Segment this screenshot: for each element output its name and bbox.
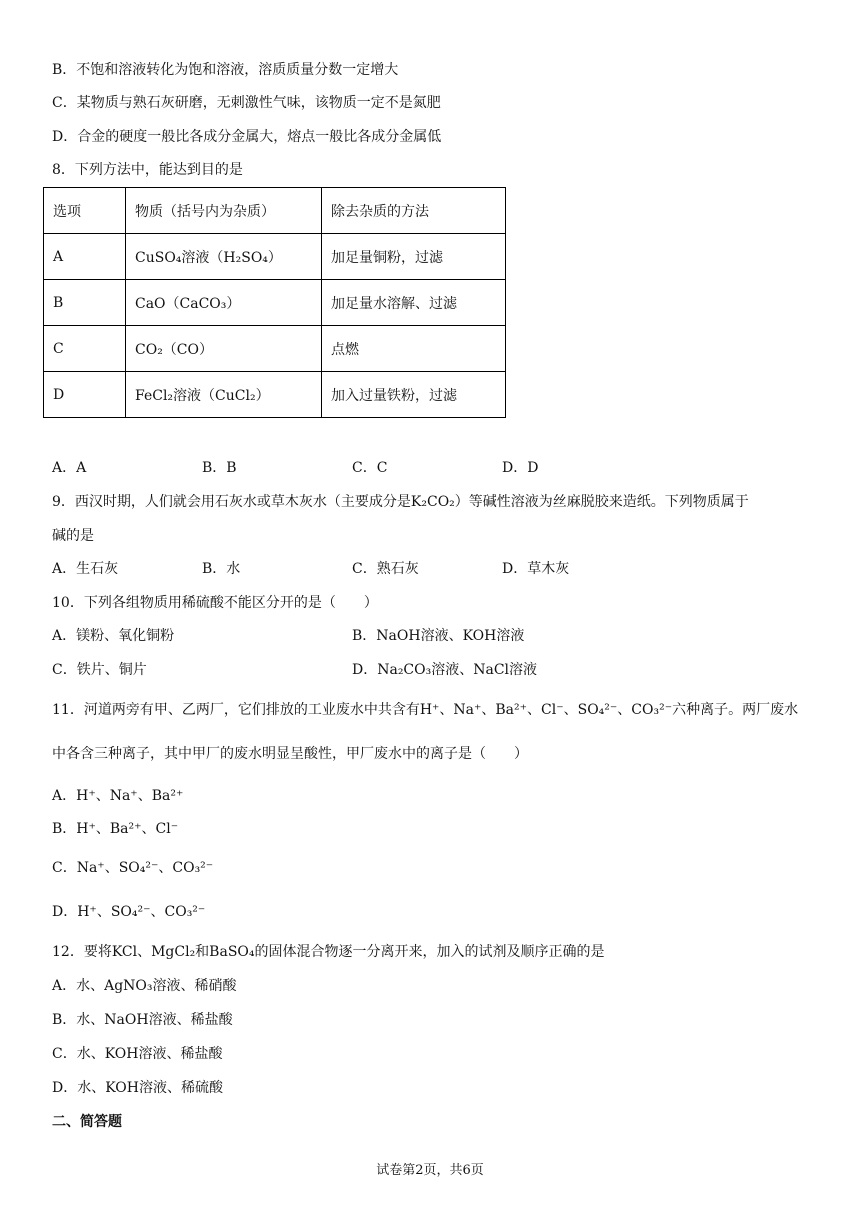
table-row bbox=[44, 372, 506, 418]
q8-option-b: B．B bbox=[202, 460, 237, 476]
q10-option-c: C．铁片、铜片 bbox=[52, 662, 147, 678]
q11-option-b: B．H⁺、Ba²⁺、Cl⁻ bbox=[52, 821, 179, 837]
q12-option-d: D．水、KOH溶液、稀硫酸 bbox=[52, 1080, 223, 1096]
table-cell: 点燃 bbox=[322, 326, 506, 372]
q8-option-c: C．C bbox=[352, 460, 388, 476]
q7-option-c: C．某物质与熟石灰研磨，无刺激性气味，该物质一定不是氮肥 bbox=[52, 95, 441, 111]
q8-option-d: D．D bbox=[502, 460, 539, 476]
q10-option-b: B．NaOH溶液、KOH溶液 bbox=[352, 628, 525, 644]
q9-option-c: C．熟石灰 bbox=[352, 561, 419, 577]
question-10-stem: 10．下列各组物质用稀硫酸不能区分开的是（ ） bbox=[52, 595, 378, 611]
q7-option-b: B．不饱和溶液转化为饱和溶液，溶质质量分数一定增大 bbox=[52, 62, 399, 78]
section-heading: 二、简答题 bbox=[52, 1114, 122, 1130]
table-cell: C bbox=[44, 326, 126, 372]
table-cell: 加足量水溶解、过滤 bbox=[322, 280, 506, 326]
table-cell: 加足量铜粉，过滤 bbox=[322, 234, 506, 280]
table-header-cell: 物质（括号内为杂质） bbox=[126, 188, 322, 234]
question-8-stem: 8．下列方法中，能达到目的是 bbox=[52, 162, 243, 178]
q7-option-d: D．合金的硬度一般比各成分金属大，熔点一般比各成分金属低 bbox=[52, 129, 442, 145]
table-header-cell: 选项 bbox=[44, 188, 126, 234]
table-cell: CO₂（CO） bbox=[126, 326, 322, 372]
q10-option-a: A．镁粉、氧化铜粉 bbox=[52, 628, 175, 644]
q10-option-d: D．Na₂CO₃溶液、NaCl溶液 bbox=[352, 662, 538, 678]
table-row bbox=[44, 234, 506, 280]
table-cell: FeCl₂溶液（CuCl₂） bbox=[126, 372, 322, 418]
question-9-stem: 9．西汉时期，人们就会用石灰水或草木灰水（主要成分是K₂CO₂）等碱性溶液为丝麻脱胶来造纸。下列物质属于 bbox=[52, 494, 749, 510]
table-cell: 加入过量铁粉，过滤 bbox=[322, 372, 506, 418]
table-cell: CuSO₄溶液（H₂SO₄） bbox=[126, 234, 322, 280]
question-9-stem-cont: 碱的是 bbox=[52, 528, 94, 544]
question-11-stem: 11．河道两旁有甲、乙两厂，它们排放的工业废水中共含有H⁺、Na⁺、Ba²⁺、Cl⁻、SO₄²⁻、CO₃²⁻六种离子。两厂废水 bbox=[52, 702, 799, 718]
question-12-stem: 12．要将KCl、MgCl₂和BaSO₄的固体混合物逐一分离开来，加入的试剂及顺序正确的是 bbox=[52, 944, 605, 960]
q11-option-d: D．H⁺、SO₄²⁻、CO₃²⁻ bbox=[52, 904, 206, 920]
table-cell: D bbox=[44, 372, 126, 418]
question-11-stem-cont: 中各含三种离子，其中甲厂的废水明显呈酸性，甲厂废水中的离子是（ ） bbox=[52, 746, 528, 762]
table-cell: A bbox=[44, 234, 126, 280]
table-row bbox=[44, 280, 506, 326]
q9-option-b: B．水 bbox=[202, 561, 241, 577]
q9-option-d: D．草木灰 bbox=[502, 561, 570, 577]
q8-option-a: A．A bbox=[52, 460, 87, 476]
table-cell: B bbox=[44, 280, 126, 326]
table-header-cell: 除去杂质的方法 bbox=[322, 188, 506, 234]
q11-option-c: C．Na⁺、SO₄²⁻、CO₃²⁻ bbox=[52, 860, 214, 876]
q12-option-c: C．水、KOH溶液、稀盐酸 bbox=[52, 1046, 223, 1062]
q12-option-b: B．水、NaOH溶液、稀盐酸 bbox=[52, 1012, 233, 1028]
q11-option-a: A．H⁺、Na⁺、Ba²⁺ bbox=[52, 788, 184, 804]
table-header-row bbox=[44, 188, 506, 234]
table-row bbox=[44, 326, 506, 372]
q12-option-a: A．水、AgNO₃溶液、稀硝酸 bbox=[52, 978, 237, 994]
impurity-removal-table bbox=[43, 187, 506, 418]
q9-option-a: A．生石灰 bbox=[52, 561, 119, 577]
table-cell: CaO（CaCO₃） bbox=[126, 280, 322, 326]
page-footer: 试卷第2页，共6页 bbox=[376, 1163, 484, 1178]
